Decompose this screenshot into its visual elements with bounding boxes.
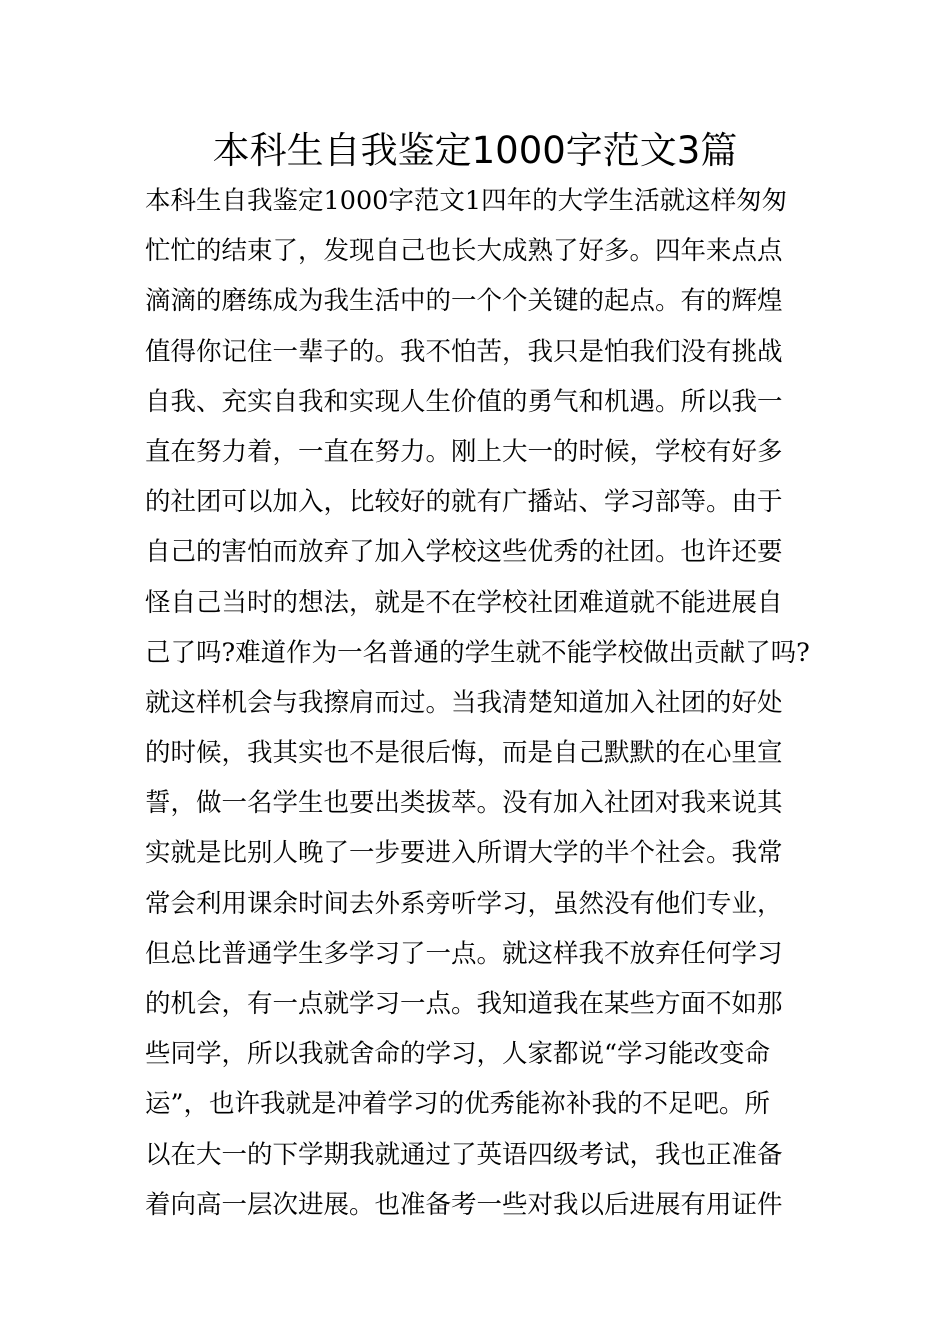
body-line: 运”，也许我就是冲着学习的优秀能祢补我的不足吧。所: [145, 1089, 771, 1120]
document-body: [145, 176, 815, 1230]
body-line: 值得你记住一辈子的。我不怕苦，我只是怕我们没有挑战: [145, 336, 783, 367]
body-line: 忙忙的结束了，发现自己也长大成熟了好多。四年来点点: [145, 236, 783, 267]
body-line: 常会利用课余时间去外系旁听学习，虽然没有他们专业，: [145, 888, 783, 919]
body-line: 己了吗?难道作为一名普通的学生就不能学校做出贡献了吗?: [145, 637, 810, 668]
body-line: 自我、充实自我和实现人生价值的勇气和机遇。所以我一: [145, 386, 783, 417]
body-line: 本科生自我鉴定1000字范文1四年的大学生活就这样匆匆: [145, 186, 788, 216]
body-line: 的机会，有一点就学习一点。我知道我在某些方面不如那: [145, 989, 783, 1019]
body-line: 的社团可以加入，比较好的就有广播站、学习部等。由于: [145, 487, 783, 518]
document-title: 本科生自我鉴定1000字范文3篇: [212, 129, 738, 172]
body-line: 直在努力着，一直在努力。刚上大一的时候，学校有好多: [145, 436, 783, 467]
body-line: 些同学，所以我就舍命的学习，人家都说“学习能改变命: [145, 1039, 771, 1070]
body-line: 自己的害怕而放弃了加入学校这些优秀的社团。也许还要: [145, 537, 783, 568]
body-line: 就这样机会与我擦肩而过。当我清楚知道加入社团的好处: [145, 687, 783, 718]
body-line: 誓，做一名学生也要出类拔萃。没有加入社团对我来说其: [145, 788, 783, 819]
body-line: 但总比普通学生多学习了一点。就这样我不放弃任何学习: [145, 938, 783, 969]
body-line: 的时候，我其实也不是很后悔，而是自己默默的在心里宣: [145, 738, 783, 769]
body-line: 滴滴的磨练成为我生活中的一个个关键的起点。有的辉煌: [145, 286, 783, 317]
body-line: 着向高一层次进展。也准备考一些对我以后进展有用证件: [145, 1189, 783, 1220]
body-line: 实就是比别人晚了一步要进入所谓大学的半个社会。我常: [145, 838, 783, 869]
body-line: 怪自己当时的想法，就是不在学校社团难道就不能进展自: [145, 587, 783, 618]
body-line: 以在大一的下学期我就通过了英语四级考试，我也正准备: [145, 1139, 783, 1170]
